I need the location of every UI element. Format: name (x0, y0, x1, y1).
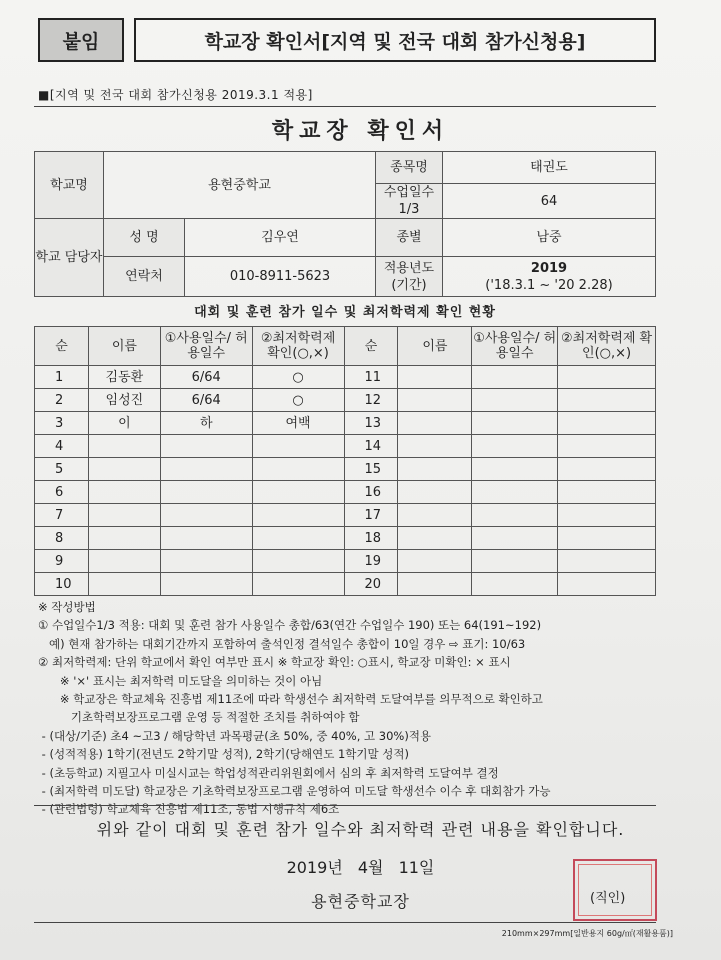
table-row: 9 19 (35, 550, 656, 573)
status-table (34, 326, 656, 596)
table-row: 6 16 (35, 481, 656, 504)
header-check: ②최저학력제 확인(○,×) (558, 327, 656, 366)
event-label: 종목명 (376, 152, 443, 184)
document-title: 학교장 확인서 (271, 119, 450, 144)
name-value: 김우연 (185, 219, 376, 257)
seal-label: (직인) (590, 891, 626, 906)
name-label: 성 명 (104, 219, 185, 257)
divider (34, 106, 656, 107)
header-order: 순 (344, 327, 398, 366)
method-line: - (관련법령) 학교체육 진흥법 제11조, 동법 시행규칙 제6조 (38, 802, 340, 817)
year-label: 적용년도 (기간) (376, 257, 443, 297)
info-table (34, 151, 656, 297)
contact-value: 010-8911-5623 (185, 257, 376, 297)
confirmation-text: 위와 같이 대회 및 훈련 참가 일수와 최저학력 관련 내용을 확인합니다. (96, 820, 625, 839)
gender-label: 종별 (376, 219, 443, 257)
applicability-note: ■[지역 및 전국 대회 참가신청용 2019.3.1 적용] (38, 88, 313, 102)
method-line: - (최저학력 미도달) 학교장은 기초학력보장프로그램 운영하여 미도달 학생선수 이수 후 대회참가 가능 (38, 784, 551, 799)
table-row: 5 15 (35, 458, 656, 481)
method-line: - (성적적용) 1학기(전년도 2학기말 성적), 2학기(당해연도 1학기말 성적) (38, 747, 409, 762)
header-days: ①사용일수/ 허용일수 (472, 327, 558, 366)
method-line: - (초등학교) 지필고사 미실시교는 학업성적관리위원회에서 심의 후 최저학력 도달여부 결정 (38, 765, 499, 780)
divider (34, 805, 656, 806)
days-label: 수업일수 1/3 (376, 184, 443, 219)
period-value: ('18.3.1 ~ '20 2.28) (485, 277, 613, 293)
method-title: ※ 작성방법 (38, 600, 96, 614)
method-line: 기초학력보장프로그램 운영 등 적절한 조치를 취하여야 함 (38, 710, 360, 725)
status-title: 대회 및 훈련 참가 일수 및 최저학력제 확인 현황 (194, 305, 496, 320)
method-line: ① 수업일수1/3 적용: 대회 및 훈련 참가 사용일수 총합/63(연간 수업일수 190) 또는 64(191~192) (38, 618, 542, 633)
school-label: 학교명 (35, 152, 104, 219)
header-title: 학교장 확인서[지역 및 전국 대회 참가신청용] (134, 18, 656, 62)
school-value: 용현중학교 (104, 152, 376, 219)
method-line: 예) 현재 참가하는 대회기간까지 포함하여 출석인정 결석일수 총합이 10일 경우 ⇨ 표기: 10/63 (38, 636, 526, 651)
method-line: ※ 학교장은 학교체육 진흥법 제11조에 따라 학생선수 최저학력 도달여부를 의무적으로 확인하고 (38, 692, 543, 707)
header-check: ②최저학력제 확인(○,×) (252, 327, 344, 366)
days-value: 64 (443, 184, 656, 219)
table-row: 1 김동환 6/64 ○ 11 (35, 366, 656, 389)
table-row: 7 17 (35, 504, 656, 527)
principal-title: 용현중학교장 (311, 892, 410, 911)
header-name: 이름 (88, 327, 160, 366)
method-line: - (대상/기준) 초4 ~고3 / 해당학년 과목평균(초 50%, 중 40%, 고 30%)적용 (38, 728, 432, 743)
header-order: 순 (35, 327, 89, 366)
manager-label: 학교 담당자 (35, 219, 104, 297)
table-row: 8 18 (35, 527, 656, 550)
method-line: ② 최저학력제: 단위 학교에서 확인 여부만 표시 ※ 학교장 확인: ○표시, 학교장 미확인: × 표시 (38, 655, 511, 670)
table-row: 3 이 하 여백 13 (35, 412, 656, 435)
table-row: 4 14 (35, 435, 656, 458)
contact-label: 연락처 (104, 257, 185, 297)
method-line: ※ '×' 표시는 최저학력 미도달을 의미하는 것이 아님 (38, 673, 323, 688)
table-row: 10 20 (35, 573, 656, 596)
paper-spec-footer: 210mm×297mm[일반용지 60g/㎡(재활용품)] (501, 929, 673, 938)
gender-value: 남중 (443, 219, 656, 257)
attachment-label: 붙임 (38, 18, 124, 62)
event-value: 태권도 (443, 152, 656, 184)
header-days: ①사용일수/ 허용일수 (160, 327, 252, 366)
header-name: 이름 (398, 327, 472, 366)
year-value: 2019 (530, 260, 568, 276)
document-date: 2019년 4월 11일 (286, 858, 435, 877)
table-header-row (35, 327, 656, 366)
year-cell (443, 257, 656, 297)
writing-method (38, 598, 678, 819)
table-row: 2 임성진 6/64 ○ 12 (35, 389, 656, 412)
divider (34, 922, 656, 923)
